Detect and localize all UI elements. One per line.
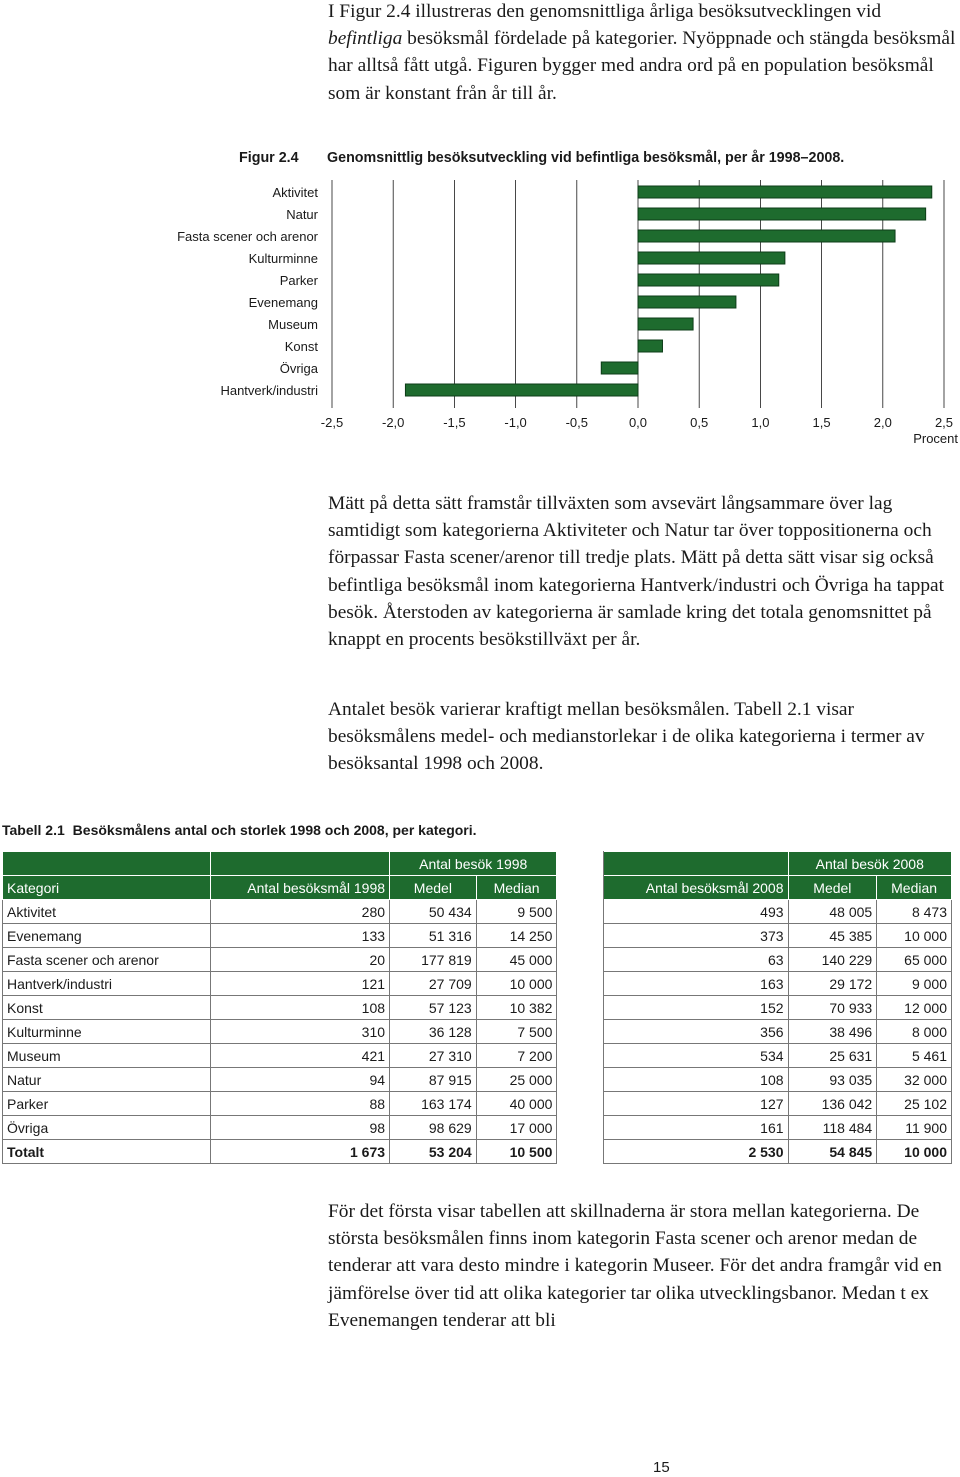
value-cell: 127 [603,1092,788,1116]
value-cell: 356 [603,1020,788,1044]
column-gap [557,900,604,924]
tick-label: 2,5 [934,415,954,430]
category-label: Hantverk/industri [220,383,318,398]
value-cell: 163 174 [390,1092,477,1116]
category-label: Övriga [279,361,318,376]
column-gap [557,1020,604,1044]
category-label: Natur [286,207,318,222]
table-row [3,1020,952,1044]
chart-tick-labels [321,415,953,430]
value-cell: 421 [211,1044,390,1068]
category-cell: Konst [3,996,211,1020]
intro-text-2: besöksmål fördelade på kategorier. Nyöppnade och stängda besöksmål har alltså fått utgå. Figuren bygger med andra ord på en population besöksmål som är konstant från år till år. [328,28,956,104]
value-cell: 2 530 [603,1140,788,1164]
value-cell: 5 461 [877,1044,952,1068]
tick-label: -0,5 [565,415,589,430]
value-cell: 8 000 [877,1020,952,1044]
column-gap [557,948,604,972]
value-cell: 373 [603,924,788,948]
column-gap [557,972,604,996]
category-label: Parker [279,273,318,288]
value-cell: 163 [603,972,788,996]
table-group-header-row [3,852,952,876]
value-cell: 27 310 [390,1044,477,1068]
figure-label: Figur 2.4 [239,150,299,166]
column-gap [557,876,604,900]
value-cell: 11 900 [877,1116,952,1140]
category-cell: Övriga [3,1116,211,1140]
value-cell: 29 172 [788,972,877,996]
value-cell: 1 673 [211,1140,390,1164]
value-cell: 54 845 [788,1140,877,1164]
tick-label: -1,5 [443,415,466,430]
table-row [3,1068,952,1092]
x-axis-label: Procent [913,431,958,446]
value-cell: 98 629 [390,1116,477,1140]
category-label: Evenemang [248,295,318,310]
category-cell: Evenemang [3,924,211,948]
category-cell: Museum [3,1044,211,1068]
group-header-empty [3,852,211,876]
category-cell: Totalt [3,1140,211,1164]
category-label: Kulturminne [248,251,318,266]
column-header: Median [877,876,952,900]
page-number: 15 [653,1459,670,1476]
tick-label: 1,0 [751,415,770,430]
value-cell: 10 000 [476,972,557,996]
bar [638,230,895,242]
value-cell: 9 000 [877,972,952,996]
tick-label: 1,5 [812,415,831,430]
value-cell: 65 000 [877,948,952,972]
value-cell: 88 [211,1092,390,1116]
bar [638,296,736,308]
value-cell: 25 631 [788,1044,877,1068]
column-gap [557,1116,604,1140]
column-header: Antal besöksmål 1998 [211,876,390,900]
value-cell: 94 [211,1068,390,1092]
value-cell: 51 316 [390,924,477,948]
column-gap [557,1092,604,1116]
table-row [3,1092,952,1116]
value-cell: 10 000 [877,924,952,948]
column-gap [557,1044,604,1068]
table-total-row [3,1140,952,1164]
value-cell: 108 [603,1068,788,1092]
value-cell: 53 204 [390,1140,477,1164]
table-row [3,972,952,996]
figure-caption [239,150,845,166]
value-cell: 45 000 [476,948,557,972]
column-header: Kategori [3,876,211,900]
group-header-2008: Antal besök 2008 [788,852,951,876]
table-caption [2,822,477,838]
table-row [3,900,952,924]
value-cell: 177 819 [390,948,477,972]
value-cell: 25 000 [476,1068,557,1092]
value-cell: 121 [211,972,390,996]
category-cell: Fasta scener och arenor [3,948,211,972]
tick-label: -2,0 [381,415,405,430]
tick-label: 2,0 [873,415,892,430]
figure-title: Genomsnittlig besöksutveckling vid befintliga besöksmål, per år 1998–2008. [327,150,845,166]
category-label: Fasta scener och arenor [177,229,318,244]
value-cell: 36 128 [390,1020,477,1044]
table-title: Besöksmålens antal och storlek 1998 och 2008, per kategori. [72,822,477,838]
category-cell: Hantverk/industri [3,972,211,996]
value-cell: 7 200 [476,1044,557,1068]
category-label: Aktivitet [272,185,318,200]
chart-bars [405,186,931,396]
group-header-empty [603,852,788,876]
value-cell: 9 500 [476,900,557,924]
bar [638,340,662,352]
value-cell: 161 [603,1116,788,1140]
body-text-3: För det första visar tabellen att skillnaderna är stora mellan kategorierna. De största besöksmålen finns inom kategorin Fasta scener och arenor medan de tenderar att vara desto mindre i kategorin Museer. För det andra framgår vid en jämförelse över tid att olika kategorier tar olika utvecklingsbanor. Medan t ex Evenemangen tenderar att bli [328,1201,942,1331]
tick-label: -2,5 [320,415,344,430]
bar [638,318,693,330]
column-gap [557,1068,604,1092]
column-header: Medel [788,876,877,900]
value-cell: 48 005 [788,900,877,924]
stats-table [2,851,952,1164]
chart-category-labels [177,185,319,398]
column-header: Medel [390,876,477,900]
value-cell: 93 035 [788,1068,877,1092]
bar [638,252,785,264]
column-gap [557,1140,604,1164]
table-row [3,948,952,972]
body-paragraph-2 [328,696,956,778]
body-paragraph-3 [328,1198,956,1334]
table-header-row [3,876,952,900]
value-cell: 63 [603,948,788,972]
value-cell: 20 [211,948,390,972]
tick-label: 0,0 [628,415,648,430]
value-cell: 87 915 [390,1068,477,1092]
table-row [3,924,952,948]
column-gap [557,996,604,1020]
value-cell: 10 382 [476,996,557,1020]
intro-paragraph [328,0,956,107]
value-cell: 118 484 [788,1116,877,1140]
value-cell: 493 [603,900,788,924]
tick-label: -1,0 [504,415,527,430]
value-cell: 12 000 [877,996,952,1020]
value-cell: 7 500 [476,1020,557,1044]
value-cell: 140 229 [788,948,877,972]
value-cell: 32 000 [877,1068,952,1092]
body-text-2: Antalet besök varierar kraftigt mellan besöksmålen. Tabell 2.1 visar besöksmålens medel- och medianstorlekar i de olika kategorierna i termer av besöksantal 1998 och 2008. [328,699,925,775]
group-header-1998: Antal besök 1998 [390,852,557,876]
value-cell: 10 000 [877,1140,952,1164]
column-header: Antal besöksmål 2008 [603,876,788,900]
column-gap [557,852,604,876]
value-cell: 14 250 [476,924,557,948]
bar [638,274,779,286]
value-cell: 152 [603,996,788,1020]
table-row [3,1044,952,1068]
value-cell: 280 [211,900,390,924]
value-cell: 57 123 [390,996,477,1020]
intro-emphasis: befintliga [328,28,403,50]
value-cell: 38 496 [788,1020,877,1044]
intro-text-1: I Figur 2.4 illustreras den genomsnittliga årliga besöksutvecklingen vid [328,1,882,22]
bar [638,186,932,198]
category-cell: Kulturminne [3,1020,211,1044]
value-cell: 98 [211,1116,390,1140]
table-row [3,996,952,1020]
tick-label: 0,5 [690,415,709,430]
body-paragraph-1 [328,490,956,653]
value-cell: 136 042 [788,1092,877,1116]
value-cell: 133 [211,924,390,948]
group-header-empty [211,852,390,876]
body-text-1: Mätt på detta sätt framstår tillväxten som avsevärt långsammare över lag samtidigt som kategorierna Aktiviteter och Natur tar över toppositionerna och förpassar Fasta scener/arenor till tredje plats. Mätt på detta sätt visar sig också befintliga besöksmål inom kategorierna Hantverk/industri och Övriga ha tappat besök. Återstoden av kategorierna är samlade kring det totala genomsnittet på knappt en procents besökstillväxt per år. [328,493,945,651]
value-cell: 10 500 [476,1140,557,1164]
value-cell: 108 [211,996,390,1020]
column-header: Median [476,876,557,900]
value-cell: 8 473 [877,900,952,924]
value-cell: 534 [603,1044,788,1068]
value-cell: 25 102 [877,1092,952,1116]
category-cell: Natur [3,1068,211,1092]
value-cell: 27 709 [390,972,477,996]
value-cell: 40 000 [476,1092,557,1116]
category-label: Konst [284,339,318,354]
bar-chart [0,180,960,450]
category-cell: Aktivitet [3,900,211,924]
column-gap [557,924,604,948]
bar [405,384,638,396]
table-row [3,1116,952,1140]
value-cell: 70 933 [788,996,877,1020]
table-label: Tabell 2.1 [2,822,65,838]
value-cell: 45 385 [788,924,877,948]
category-cell: Parker [3,1092,211,1116]
value-cell: 310 [211,1020,390,1044]
value-cell: 50 434 [390,900,477,924]
bar [638,208,926,220]
bar [601,362,638,374]
value-cell: 17 000 [476,1116,557,1140]
category-label: Museum [268,317,318,332]
